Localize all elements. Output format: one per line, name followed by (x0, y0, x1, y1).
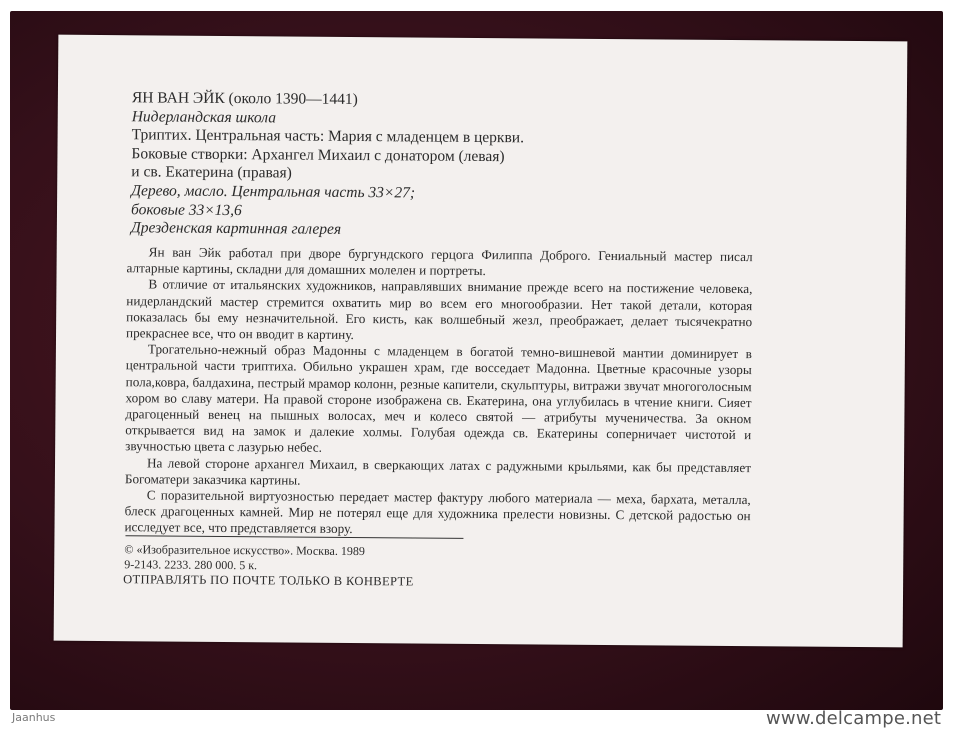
medium-line: боковые 33×13,6 (130, 200, 242, 219)
medium-line: Дерево, масло. Центральная часть 33×27; (131, 182, 416, 202)
title-line: Триптих. Центральная часть: Мария с младенцем в церкви. (131, 126, 525, 147)
caption-block (131, 89, 612, 242)
watermark-site: www.delcampe.net (766, 708, 942, 729)
school-label: Нидерландская школа (131, 107, 277, 126)
paragraph: Ян ван Эйк работал при дворе бургундского герцога Филиппа Доброго. Гениальный мастер писал алтарные картины, складни для домашних молелен и портреты. (126, 244, 753, 279)
title-line: и св. Екатерина (правая) (131, 163, 292, 182)
paragraph: С поразительной виртуозностью передает мастер фактуру любого материала — меха, бархата, металла, блеск драгоценных камней. Мир не потерял еще для художника прелести новизны. С детской радостью он исследует все, что представляется взору. (124, 487, 751, 537)
paragraph: Трогательно-нежный образ Мадонны с младенцем в богатой темно-вишневой мантии доминирует в центральной части триптиха. Обильно украшен храм, где восседает Мадонна. Цветные красочные узоры пола,ковра, балдахина, пестрый мрамор колонн, резные капители, скульптуры, витражи звучат многоголосным хором во славу матери. На правой стороне изображена св. Екатерина, она углубилась в чтение книги. Сияет драгоценный венец на пышных волосах, меч и колесо святой — атрибуты мученичества. За окном открывается вид на замок и далекие холмы. Голубая одежда св. Екатерины соперничает чистотой и звучностью цвета с лазурью небес. (125, 341, 752, 456)
postcard-back (54, 35, 908, 648)
publisher-info (124, 542, 365, 573)
watermark-seller: Jaanhus (12, 711, 56, 724)
museum-label: Дрезденская картинная галерея (130, 219, 342, 239)
title-line: Боковые створки: Архангел Михаил с донатором (левая) (131, 145, 505, 165)
paragraph: На левой стороне архангел Михаил, в сверкающих латах с радужными крыльями, как бы представляет Богоматери заказчика картины. (124, 455, 752, 488)
description-text (124, 244, 752, 541)
mailing-notice: ОТПРАВЛЯТЬ ПО ПОЧТЕ ТОЛЬКО В КОНВЕРТЕ (123, 572, 414, 589)
paragraph: В отличие от итальянских художников, направлявших внимание прежде всего на постижение человека, нидерландский мастер стремится охватить мир во всем его многообразии. Нет такой детали, которая показалась бы ему незначительной. Его кисть, как волшебный жезл, преображает, делает тысячекратно прекраснее все, что он вводит в картину. (125, 276, 753, 343)
artist-name: ЯН ВАН ЭЙК (около 1390—1441) (131, 89, 358, 109)
print-codes: 9-2143. 2233. 280 000. 5 к. (124, 556, 258, 572)
copyright-line: © «Изобразительное искусство». Москва. 1989 (124, 542, 365, 559)
